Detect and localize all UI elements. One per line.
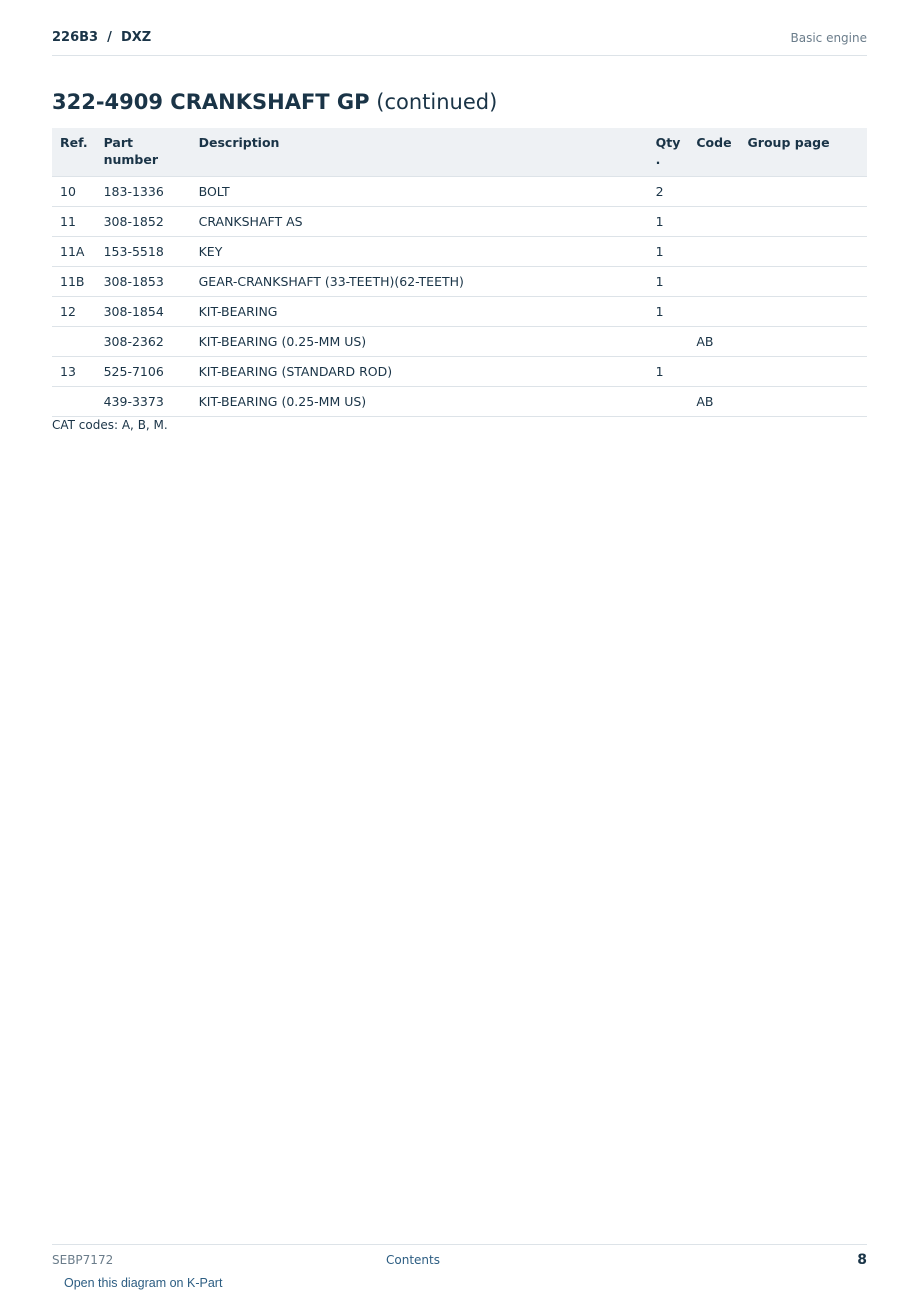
ref-cell: 10 <box>52 177 96 207</box>
part-number-cell: 308-1852 <box>96 207 191 237</box>
part-number-cell: 308-1854 <box>96 297 191 327</box>
table-header-row <box>52 128 867 177</box>
description-cell: KIT-BEARING <box>191 297 648 327</box>
open-kpart-link[interactable]: Open this diagram on K-Part <box>64 1276 223 1290</box>
code-cell <box>688 297 739 327</box>
code-cell <box>688 237 739 267</box>
column-header-group-page: Group page <box>740 128 867 177</box>
table-row <box>52 387 867 417</box>
part-number-cell: 308-1853 <box>96 267 191 297</box>
description-cell: KIT-BEARING (0.25-MM US) <box>191 387 648 417</box>
group-page-cell <box>740 357 867 387</box>
parts-table <box>52 128 867 417</box>
column-header-description: Description <box>191 128 648 177</box>
table-row <box>52 297 867 327</box>
qty-cell: 1 <box>648 207 689 237</box>
table-row <box>52 177 867 207</box>
qty-cell <box>648 327 689 357</box>
part-number-cell: 439-3373 <box>96 387 191 417</box>
group-page-cell <box>740 327 867 357</box>
code-cell: AB <box>688 387 739 417</box>
group-page-cell <box>740 207 867 237</box>
part-number-cell: 183-1336 <box>96 177 191 207</box>
column-header-code: Code <box>688 128 739 177</box>
page-title <box>52 90 497 114</box>
description-cell: KIT-BEARING (0.25-MM US) <box>191 327 648 357</box>
group-page-cell <box>740 297 867 327</box>
column-header-ref: Ref. <box>52 128 96 177</box>
column-header-part-number: Part number <box>96 128 191 177</box>
description-cell: KIT-BEARING (STANDARD ROD) <box>191 357 648 387</box>
document-id: SEBP7172 <box>52 1253 114 1267</box>
description-cell: BOLT <box>191 177 648 207</box>
model-title: 226B3 / DXZ <box>52 30 152 45</box>
part-number-cell: 525-7106 <box>96 357 191 387</box>
page-number: 8 <box>857 1252 867 1268</box>
table-row <box>52 267 867 297</box>
description-cell: KEY <box>191 237 648 267</box>
footer-divider <box>52 1244 867 1245</box>
qty-cell: 1 <box>648 237 689 267</box>
ref-cell: 11A <box>52 237 96 267</box>
page-header <box>52 28 867 56</box>
ref-cell: 13 <box>52 357 96 387</box>
ref-cell <box>52 327 96 357</box>
code-cell <box>688 177 739 207</box>
cat-codes-note: CAT codes: A, B, M. <box>52 418 168 432</box>
column-header-qty: Qty . <box>648 128 689 177</box>
group-page-cell <box>740 237 867 267</box>
qty-cell: 2 <box>648 177 689 207</box>
qty-cell: 1 <box>648 357 689 387</box>
description-cell: CRANKSHAFT AS <box>191 207 648 237</box>
code-cell <box>688 207 739 237</box>
group-page-cell <box>740 267 867 297</box>
table-row <box>52 237 867 267</box>
ref-cell <box>52 387 96 417</box>
code-cell <box>688 267 739 297</box>
qty-cell: 1 <box>648 267 689 297</box>
code-cell: AB <box>688 327 739 357</box>
description-cell: GEAR-CRANKSHAFT (33-TEETH)(62-TEETH) <box>191 267 648 297</box>
code-cell <box>688 357 739 387</box>
ref-cell: 11B <box>52 267 96 297</box>
table-row <box>52 357 867 387</box>
qty-cell <box>648 387 689 417</box>
table-row <box>52 207 867 237</box>
group-page-cell <box>740 387 867 417</box>
title-suffix: (continued) <box>376 90 498 114</box>
group-name: 322-4909 CRANKSHAFT GP <box>52 90 370 114</box>
group-page-cell <box>740 177 867 207</box>
contents-link[interactable]: Contents <box>386 1253 440 1267</box>
qty-cell: 1 <box>648 297 689 327</box>
part-number-cell: 153-5518 <box>96 237 191 267</box>
table-row <box>52 327 867 357</box>
part-number-cell: 308-2362 <box>96 327 191 357</box>
section-name: Basic engine <box>790 31 867 45</box>
ref-cell: 12 <box>52 297 96 327</box>
ref-cell: 11 <box>52 207 96 237</box>
